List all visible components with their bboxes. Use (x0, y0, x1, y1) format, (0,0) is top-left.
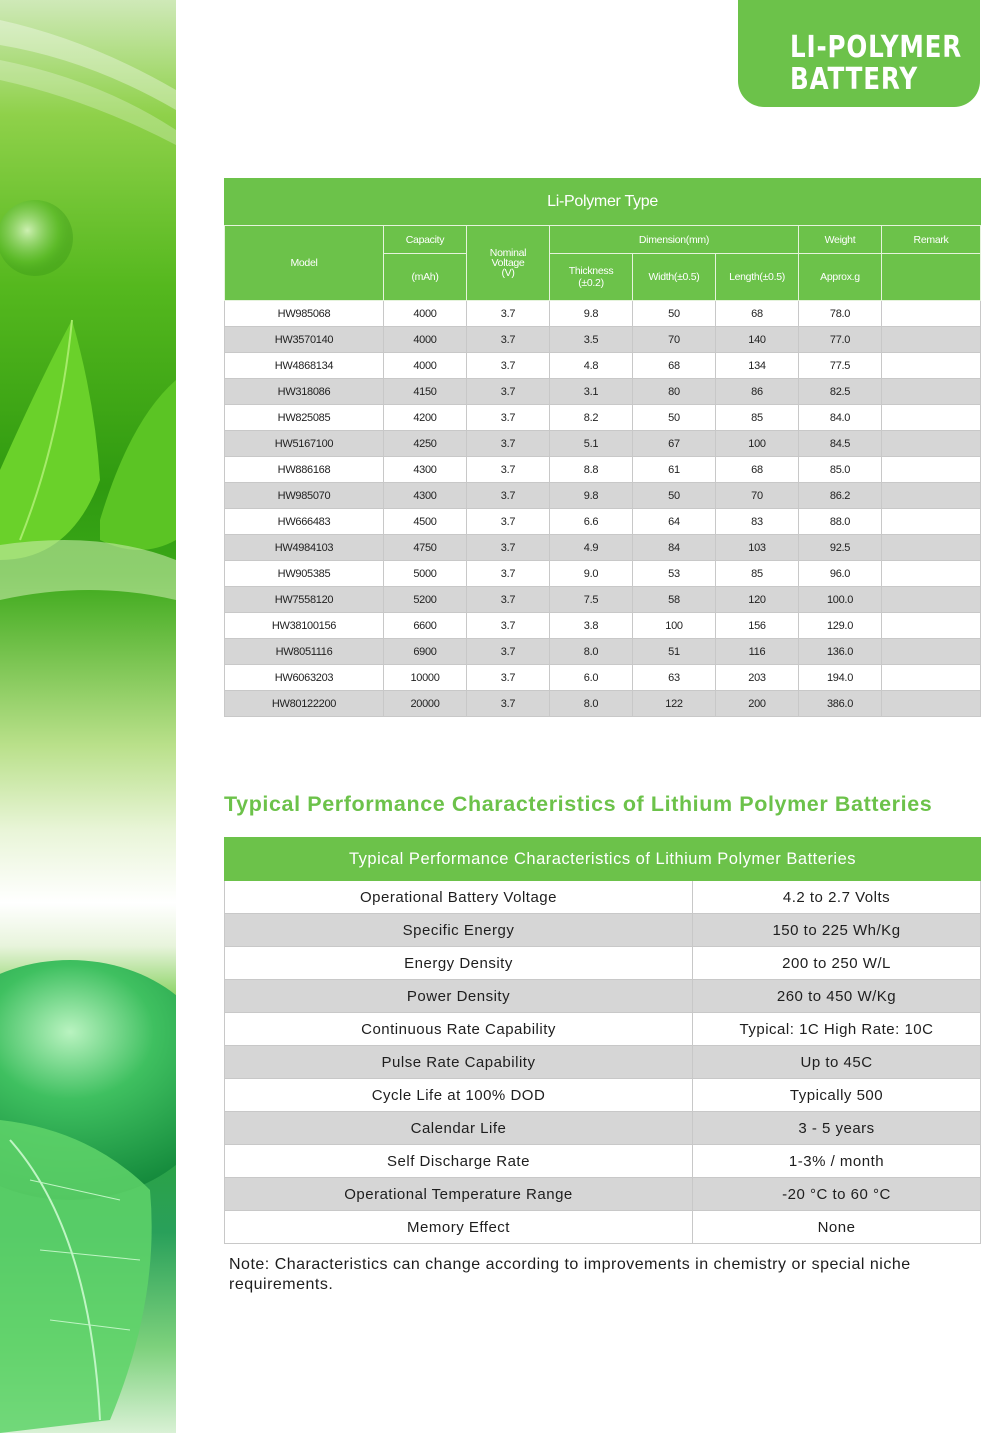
cell-width: 53 (633, 561, 716, 587)
cell-thickness: 3.1 (550, 379, 633, 405)
table-row (225, 353, 981, 379)
cell-value: 3 - 5 years (693, 1112, 981, 1145)
cell-voltage: 3.7 (467, 613, 550, 639)
cell-remark (882, 561, 981, 587)
cell-remark (882, 613, 981, 639)
cell-width: 64 (633, 509, 716, 535)
cell-value: 260 to 450 W/Kg (693, 980, 981, 1013)
cell-voltage: 3.7 (467, 561, 550, 587)
cell-capacity: 4300 (384, 457, 467, 483)
cell-value: Typically 500 (693, 1079, 981, 1112)
cell-width: 80 (633, 379, 716, 405)
spec-table-title: Li-Polymer Type (225, 179, 981, 226)
cell-length: 83 (716, 509, 799, 535)
cell-capacity: 5000 (384, 561, 467, 587)
cell-length: 140 (716, 327, 799, 353)
table-row (225, 431, 981, 457)
leaf-illustration (0, 0, 176, 1433)
cell-value: 4.2 to 2.7 Volts (693, 881, 981, 914)
cell-capacity: 4000 (384, 353, 467, 379)
cell-thickness: 9.8 (550, 301, 633, 327)
performance-table-body (225, 881, 981, 1244)
cell-width: 67 (633, 431, 716, 457)
cell-weight: 84.0 (799, 405, 882, 431)
cell-weight: 129.0 (799, 613, 882, 639)
table-row (225, 691, 981, 717)
cell-model: HW318086 (225, 379, 384, 405)
cell-thickness: 9.8 (550, 483, 633, 509)
cell-width: 51 (633, 639, 716, 665)
cell-length: 68 (716, 301, 799, 327)
cell-width: 70 (633, 327, 716, 353)
cell-value: Up to 45C (693, 1046, 981, 1079)
cell-length: 68 (716, 457, 799, 483)
cell-thickness: 7.5 (550, 587, 633, 613)
cell-model: HW5167100 (225, 431, 384, 457)
cell-remark (882, 457, 981, 483)
cell-length: 134 (716, 353, 799, 379)
cell-model: HW80122200 (225, 691, 384, 717)
cell-voltage: 3.7 (467, 405, 550, 431)
cell-characteristic: Operational Battery Voltage (225, 881, 693, 914)
cell-width: 61 (633, 457, 716, 483)
cell-thickness: 4.9 (550, 535, 633, 561)
cell-value: -20 °C to 60 °C (693, 1178, 981, 1211)
cell-weight: 386.0 (799, 691, 882, 717)
cell-thickness: 6.6 (550, 509, 633, 535)
cell-length: 116 (716, 639, 799, 665)
cell-length: 100 (716, 431, 799, 457)
cell-thickness: 6.0 (550, 665, 633, 691)
header-nominal-voltage-l2: Voltage (491, 257, 525, 269)
cell-weight: 194.0 (799, 665, 882, 691)
cell-capacity: 10000 (384, 665, 467, 691)
cell-remark (882, 405, 981, 431)
cell-remark (882, 379, 981, 405)
cell-width: 63 (633, 665, 716, 691)
header-capacity: Capacity (384, 226, 467, 254)
table-row (225, 1178, 981, 1211)
cell-voltage: 3.7 (467, 457, 550, 483)
cell-length: 156 (716, 613, 799, 639)
cell-capacity: 6600 (384, 613, 467, 639)
table-row (225, 405, 981, 431)
cell-remark (882, 691, 981, 717)
cell-capacity: 4250 (384, 431, 467, 457)
cell-capacity: 6900 (384, 639, 467, 665)
cell-length: 103 (716, 535, 799, 561)
cell-characteristic: Self Discharge Rate (225, 1145, 693, 1178)
table-row (225, 1046, 981, 1079)
cell-capacity: 4750 (384, 535, 467, 561)
cell-thickness: 9.0 (550, 561, 633, 587)
cell-voltage: 3.7 (467, 327, 550, 353)
leaf-icon (0, 320, 100, 560)
header-weight: Weight (799, 226, 882, 254)
cell-model: HW905385 (225, 561, 384, 587)
table-row (225, 587, 981, 613)
li-polymer-spec-table (224, 178, 981, 717)
cell-weight: 86.2 (799, 483, 882, 509)
cell-thickness: 8.8 (550, 457, 633, 483)
cell-weight: 82.5 (799, 379, 882, 405)
cell-length: 203 (716, 665, 799, 691)
cell-width: 122 (633, 691, 716, 717)
cell-remark (882, 353, 981, 379)
cell-model: HW6063203 (225, 665, 384, 691)
cell-model: HW8051116 (225, 639, 384, 665)
cell-characteristic: Pulse Rate Capability (225, 1046, 693, 1079)
cell-characteristic: Energy Density (225, 947, 693, 980)
cell-model: HW7558120 (225, 587, 384, 613)
badge-title-line1: LI-POLYMER (790, 30, 963, 65)
header-remark-empty (882, 254, 981, 301)
cell-voltage: 3.7 (467, 483, 550, 509)
cell-remark (882, 301, 981, 327)
cell-width: 84 (633, 535, 716, 561)
cell-width: 68 (633, 353, 716, 379)
table-row (225, 1145, 981, 1178)
cell-width: 50 (633, 405, 716, 431)
spec-table-body (225, 301, 981, 717)
cell-capacity: 20000 (384, 691, 467, 717)
cell-value: 150 to 225 Wh/Kg (693, 914, 981, 947)
cell-voltage: 3.7 (467, 587, 550, 613)
cell-model: HW666483 (225, 509, 384, 535)
cell-capacity: 4500 (384, 509, 467, 535)
cell-model: HW4984103 (225, 535, 384, 561)
table-row (225, 561, 981, 587)
table-row (225, 914, 981, 947)
cell-voltage: 3.7 (467, 301, 550, 327)
table-row (225, 379, 981, 405)
table-row (225, 301, 981, 327)
header-thickness-l2: (±0.2) (578, 277, 604, 289)
cell-remark (882, 665, 981, 691)
cell-weight: 78.0 (799, 301, 882, 327)
cell-remark (882, 509, 981, 535)
water-drop-icon (0, 200, 73, 276)
cell-voltage: 3.7 (467, 379, 550, 405)
cell-thickness: 8.0 (550, 691, 633, 717)
cell-capacity: 4000 (384, 301, 467, 327)
header-width: Width(±0.5) (633, 254, 716, 301)
cell-model: HW38100156 (225, 613, 384, 639)
cell-capacity: 4000 (384, 327, 467, 353)
cell-model: HW886168 (225, 457, 384, 483)
cell-weight: 77.0 (799, 327, 882, 353)
header-length: Length(±0.5) (716, 254, 799, 301)
table-row (225, 509, 981, 535)
cell-weight: 100.0 (799, 587, 882, 613)
cell-length: 85 (716, 405, 799, 431)
header-model: Model (225, 226, 384, 301)
cell-capacity: 4150 (384, 379, 467, 405)
header-remark: Remark (882, 226, 981, 254)
cell-width: 50 (633, 483, 716, 509)
header-thickness-l1: Thickness (568, 265, 614, 277)
cell-width: 100 (633, 613, 716, 639)
cell-length: 70 (716, 483, 799, 509)
performance-table-title: Typical Performance Characteristics of Lithium Polymer Batteries (225, 838, 981, 881)
cell-model: HW825085 (225, 405, 384, 431)
table-row (225, 327, 981, 353)
cell-weight: 136.0 (799, 639, 882, 665)
cell-weight: 84.5 (799, 431, 882, 457)
cell-weight: 85.0 (799, 457, 882, 483)
cell-remark (882, 431, 981, 457)
table-row (225, 1211, 981, 1244)
header-weight-unit: Approx.g (799, 254, 882, 301)
cell-voltage: 3.7 (467, 691, 550, 717)
cell-value: 1-3% / month (693, 1145, 981, 1178)
header-nominal-voltage-l1: Nominal (489, 247, 527, 259)
header-capacity-unit: (mAh) (384, 254, 467, 301)
cell-weight: 96.0 (799, 561, 882, 587)
table-row (225, 980, 981, 1013)
cell-width: 58 (633, 587, 716, 613)
cell-capacity: 5200 (384, 587, 467, 613)
performance-table (224, 837, 981, 1244)
cell-length: 120 (716, 587, 799, 613)
cell-model: HW985068 (225, 301, 384, 327)
cell-value: None (693, 1211, 981, 1244)
cell-model: HW4868134 (225, 353, 384, 379)
table-row (225, 535, 981, 561)
header-thickness (550, 254, 633, 301)
footnote: Note: Characteristics can change according to improvements in chemistry or special niche requirements. (229, 1256, 911, 1293)
table-row (225, 665, 981, 691)
cell-characteristic: Power Density (225, 980, 693, 1013)
performance-heading: Typical Performance Characteristics of Lithium Polymer Batteries (224, 792, 933, 816)
cell-model: HW3570140 (225, 327, 384, 353)
cell-remark (882, 535, 981, 561)
cell-voltage: 3.7 (467, 535, 550, 561)
cell-characteristic: Continuous Rate Capability (225, 1013, 693, 1046)
cell-length: 85 (716, 561, 799, 587)
cell-thickness: 5.1 (550, 431, 633, 457)
table-row (225, 881, 981, 914)
table-row (225, 639, 981, 665)
table-row (225, 1079, 981, 1112)
cell-voltage: 3.7 (467, 431, 550, 457)
cell-thickness: 4.8 (550, 353, 633, 379)
cell-characteristic: Memory Effect (225, 1211, 693, 1244)
product-badge (738, 0, 980, 107)
cell-value: Typical: 1C High Rate: 10C (693, 1013, 981, 1046)
cell-thickness: 3.8 (550, 613, 633, 639)
cell-characteristic: Cycle Life at 100% DOD (225, 1079, 693, 1112)
cell-width: 50 (633, 301, 716, 327)
table-row (225, 483, 981, 509)
cell-voltage: 3.7 (467, 639, 550, 665)
cell-remark (882, 587, 981, 613)
cell-thickness: 3.5 (550, 327, 633, 353)
cell-voltage: 3.7 (467, 353, 550, 379)
cell-voltage: 3.7 (467, 509, 550, 535)
badge-title-line2: BATTERY (790, 62, 918, 97)
cell-thickness: 8.0 (550, 639, 633, 665)
table-row (225, 1112, 981, 1145)
table-row (225, 457, 981, 483)
table-row (225, 1013, 981, 1046)
cell-voltage: 3.7 (467, 665, 550, 691)
cell-length: 86 (716, 379, 799, 405)
cell-thickness: 8.2 (550, 405, 633, 431)
table-row (225, 613, 981, 639)
cell-weight: 77.5 (799, 353, 882, 379)
cell-characteristic: Operational Temperature Range (225, 1178, 693, 1211)
cell-model: HW985070 (225, 483, 384, 509)
table-row (225, 947, 981, 980)
cell-remark (882, 639, 981, 665)
cell-remark (882, 483, 981, 509)
cell-length: 200 (716, 691, 799, 717)
cell-capacity: 4300 (384, 483, 467, 509)
decorative-leaf-panel (0, 0, 176, 1433)
header-nominal-voltage (467, 226, 550, 301)
cell-remark (882, 327, 981, 353)
cell-value: 200 to 250 W/L (693, 947, 981, 980)
cell-characteristic: Calendar Life (225, 1112, 693, 1145)
cell-weight: 88.0 (799, 509, 882, 535)
header-nominal-voltage-l3: (V) (501, 267, 515, 279)
cell-weight: 92.5 (799, 535, 882, 561)
cell-characteristic: Specific Energy (225, 914, 693, 947)
header-dimension: Dimension(mm) (550, 226, 799, 254)
cell-capacity: 4200 (384, 405, 467, 431)
